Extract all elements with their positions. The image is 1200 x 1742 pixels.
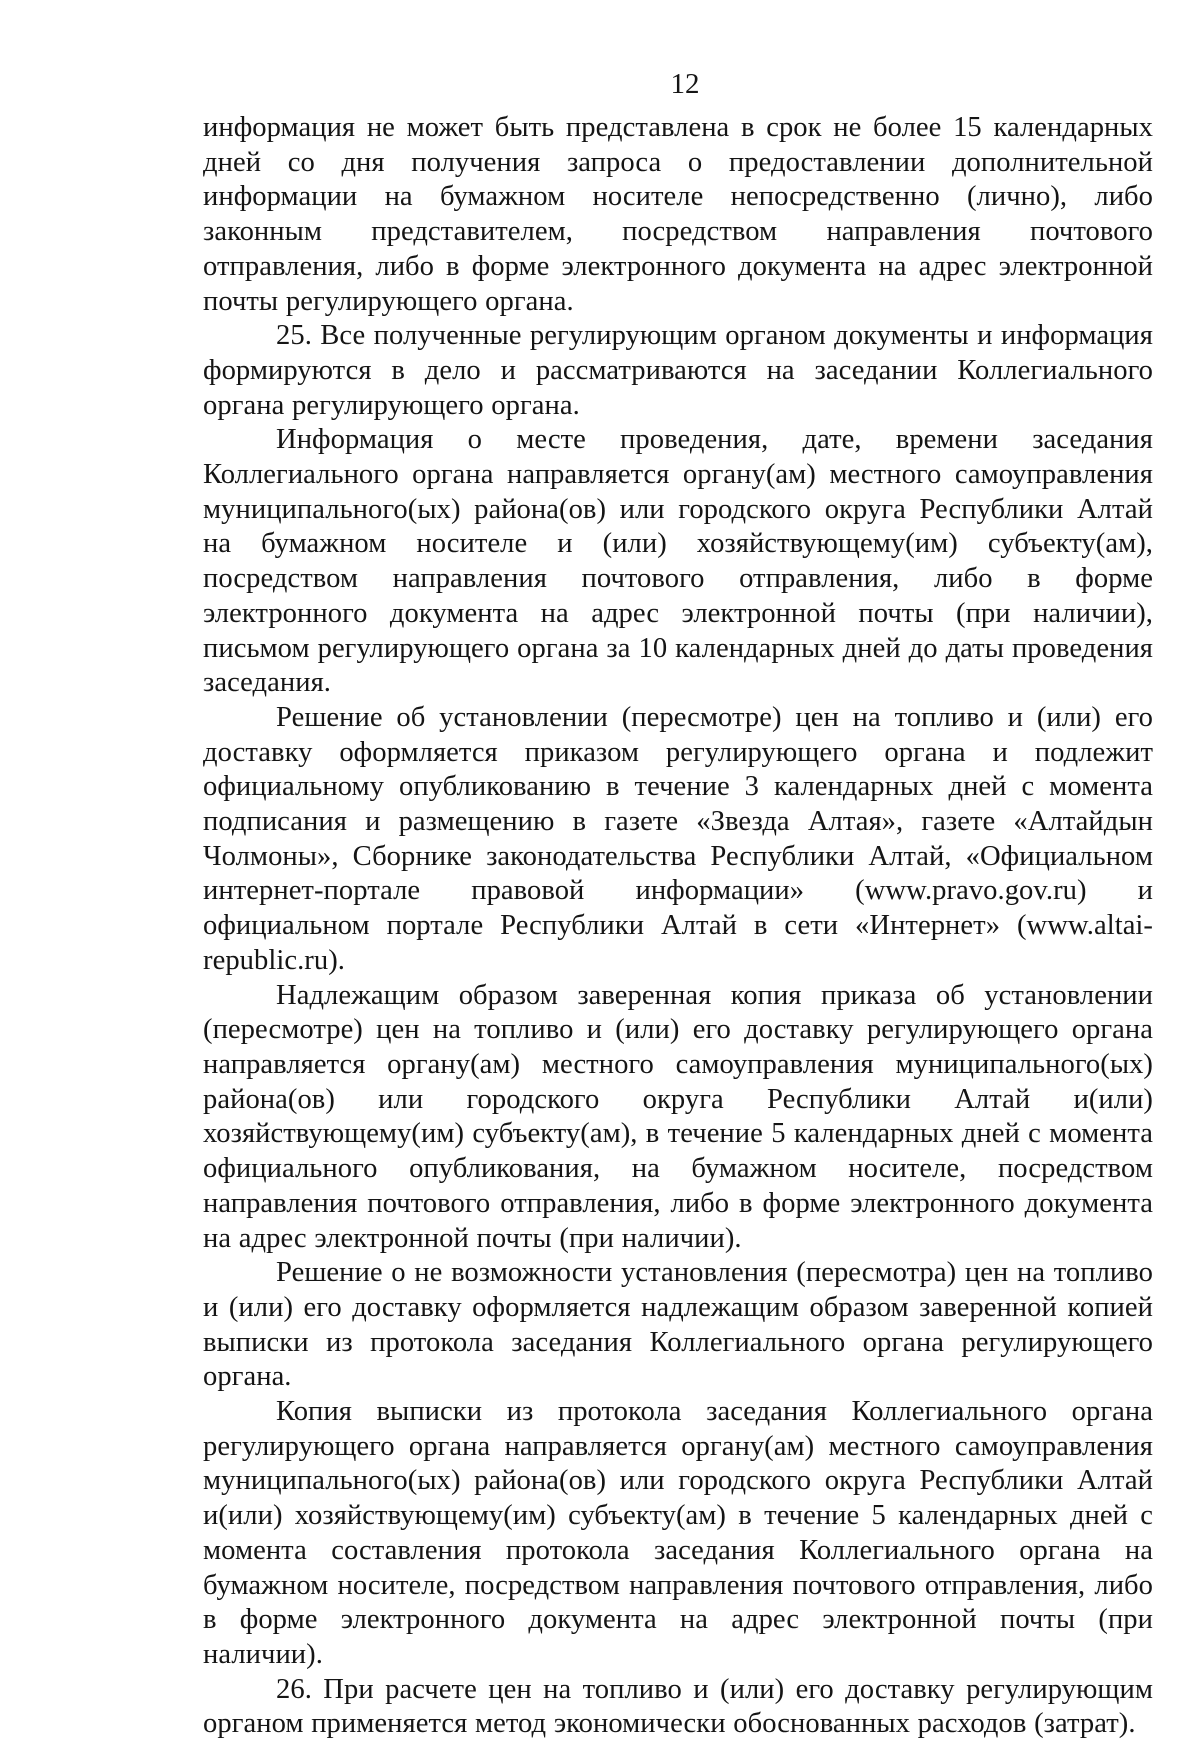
paragraph-price-decision: Решение об установлении (пересмотре) цен на топливо и (или) его доставку оформляется приказом регулирующего органа и подлежит официальному опубликованию в течение 3 календарных дней с момента подписания и размещению в газете «Звезда Алтая», газете «Алтайдын Чолмоны», Сборнике законодательства Республики Алтай, «Официальном интернет-портале правовой информации» (www.pravo.gov.ru) и официальном портале Республики Алтай в сети «Интернет» (www.altai-republic.ru). [203, 701, 1153, 976]
paragraph-continuation: информация не может быть представлена в срок не более 15 календарных дней со дня получения запроса о предоставлении дополнительной информации на бумажном носителе непосредственно (лично), либо законным представителем, посредством направления почтового отправления, либо в форме электронного документа на адрес электронной почты регулирующего органа. [203, 112, 1153, 317]
paragraph-26: 26. При расчете цен на топливо и (или) его доставку регулирующим органом применяется метод экономически обоснованных расходов (затрат). [203, 1673, 1153, 1740]
paragraph-meeting-info: Информация о месте проведения, дате, времени заседания Коллегиального органа направляется органу(ам) местного самоуправления муниципального(ых) района(ов) или городского округа Республики Алтай на бумажном носителе и (или) хозяйствующему(им) субъекту(ам), посредством направления почтового отправления, либо в форме электронного документа на адрес электронной почты (при наличии), письмом регулирующего органа за 10 календарных дней до даты проведения заседания. [203, 424, 1153, 699]
paragraph-impossibility-decision: Решение о не возможности установления (пересмотра) цен на топливо и (или) его доставку оформляется надлежащим образом заверенной копией выписки из протокола заседания Коллегиального органа регулирующего органа. [203, 1257, 1153, 1393]
page-number: 12 [670, 68, 700, 100]
paragraph-25: 25. Все полученные регулирующим органом документы и информация формируются в дело и рассматриваются на заседании Коллегиального органа регулирующего органа. [203, 320, 1153, 421]
paragraph-order-copy: Надлежащим образом заверенная копия приказа об установлении (пересмотре) цен на топливо и (или) его доставку регулирующего органа направляется органу(ам) местного самоуправления муниципального(ых) района(ов) или городского округа Республики Алтай и(или) хозяйствующему(им) субъекту(ам), в течение 5 календарных дней с момента официального опубликования, на бумажном носителе, посредством направления почтового отправления, либо в форме электронного документа на адрес электронной почты (при наличии). [203, 979, 1153, 1254]
paragraph-protocol-copy: Копия выписки из протокола заседания Коллегиального органа регулирующего органа направляется органу(ам) местного самоуправления муниципального(ых) района(ов) или городского округа Республики Алтай и(или) хозяйствующему(им) субъекту(ам) в течение 5 календарных дней с момента составления протокола заседания Коллегиального органа на бумажном носителе, посредством направления почтового отправления, либо в форме электронного документа на адрес электронной почты (при наличии). [203, 1396, 1153, 1670]
document-body [203, 111, 1153, 1742]
